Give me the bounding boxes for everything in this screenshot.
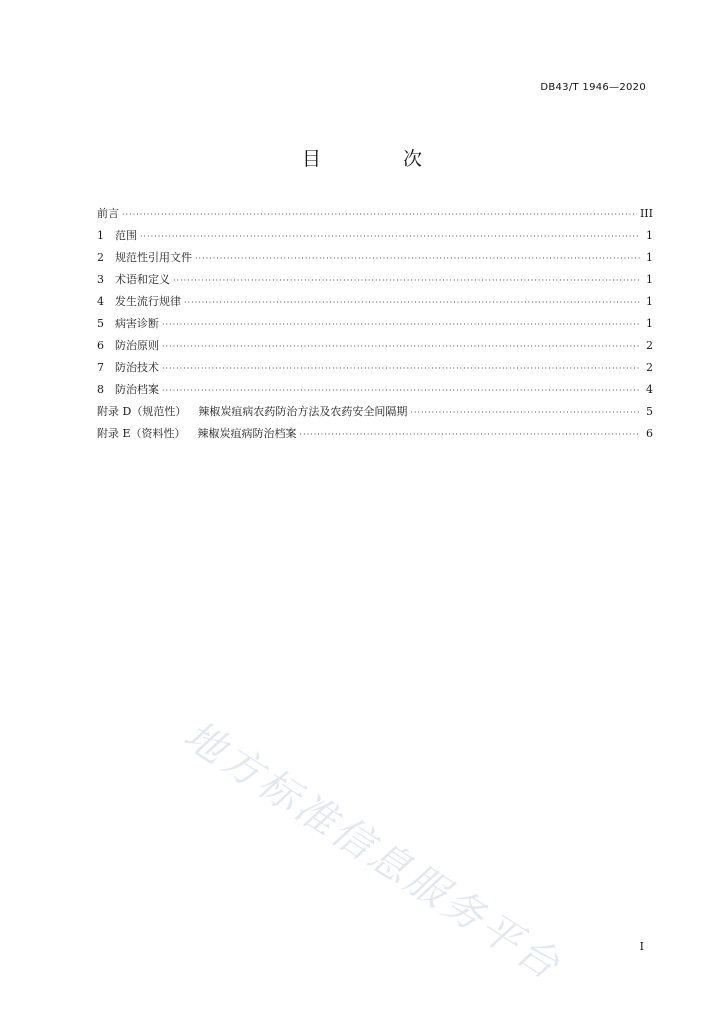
toc-page-number: 1	[646, 229, 653, 242]
toc-entry-1[interactable]	[97, 225, 653, 247]
toc-page-number: 2	[646, 339, 653, 352]
toc-section-number: 5	[97, 317, 104, 330]
toc-page-number: 1	[646, 317, 653, 330]
toc-leader-dots	[162, 380, 640, 402]
toc-leader-dots	[410, 402, 640, 424]
appendix-title: 辣椒炭疽病防治档案	[197, 427, 297, 440]
toc-entry-2[interactable]	[97, 247, 653, 269]
toc-label: 病害诊断	[115, 317, 159, 330]
page-title: 目 次	[301, 148, 461, 170]
toc-section-number: 3	[97, 273, 104, 286]
toc-entry-3[interactable]	[97, 269, 653, 291]
toc-leader-dots	[140, 226, 640, 248]
toc-entry-foreword[interactable]	[97, 203, 653, 225]
appendix-prefix: 附录 E（资料性）	[97, 427, 186, 440]
toc-label: 术语和定义	[115, 273, 170, 286]
standard-code: DB43/T 1946—2020	[540, 82, 646, 93]
toc-leader-dots	[184, 292, 640, 314]
toc-label: 范围	[115, 229, 137, 242]
toc-page-number: 4	[646, 383, 653, 396]
toc-label: 规范性引用文件	[115, 251, 192, 264]
toc-entry-6[interactable]	[97, 335, 653, 357]
appendix-prefix: 附录 D（规范性）	[97, 405, 187, 418]
toc-section-number: 2	[97, 251, 104, 264]
toc-entry-7[interactable]	[97, 357, 653, 379]
toc-leader-dots	[173, 270, 640, 292]
toc-section-number: 1	[97, 229, 104, 242]
appendix-title: 辣椒炭疽病农药防治方法及农药安全间隔期	[198, 405, 408, 418]
toc-label: 发生流行规律	[115, 295, 181, 308]
toc-leader-dots	[300, 424, 640, 446]
toc-label: 防治技术	[115, 361, 159, 374]
toc-entry-8[interactable]	[97, 379, 653, 401]
toc-label: 防治原则	[115, 339, 159, 352]
toc-page-number: 2	[646, 361, 653, 374]
toc-page-number: 6	[646, 427, 653, 440]
toc-page-number: 1	[646, 251, 653, 264]
toc-entry-5[interactable]	[97, 313, 653, 335]
toc-leader-dots	[162, 314, 640, 336]
toc-entry-4[interactable]	[97, 291, 653, 313]
toc-page-number: 1	[646, 295, 653, 308]
toc-section-number: 6	[97, 339, 104, 352]
toc-leader-dots	[162, 336, 640, 358]
toc-page-number: 1	[646, 273, 653, 286]
page-number: I	[639, 940, 644, 953]
toc-label: 防治档案	[115, 383, 159, 396]
toc-page-number: 5	[646, 405, 653, 418]
toc-section-number: 8	[97, 383, 104, 396]
toc-page-number: III	[639, 207, 653, 220]
table-of-contents	[97, 203, 653, 445]
toc-leader-dots	[122, 204, 637, 226]
toc-label	[97, 423, 297, 445]
toc-leader-dots	[162, 358, 640, 380]
toc-section-number: 7	[97, 361, 104, 374]
toc-leader-dots	[195, 248, 640, 270]
watermark: 地方标准信息服务平台	[175, 712, 570, 991]
toc-entry-appendix-e[interactable]	[97, 423, 653, 445]
toc-label	[97, 401, 407, 423]
toc-label: 前言	[97, 207, 119, 220]
toc-entry-appendix-d[interactable]	[97, 401, 653, 423]
toc-section-number: 4	[97, 295, 104, 308]
